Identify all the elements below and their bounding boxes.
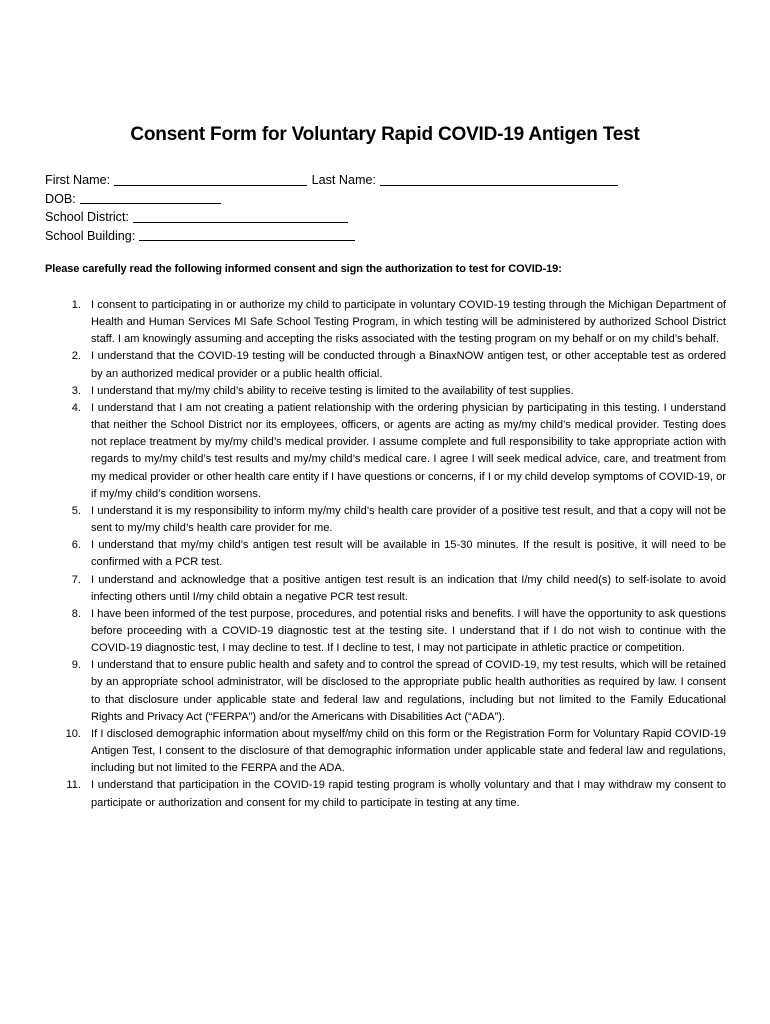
- clause-text: I understand that my/my child’s antigen test result will be available in 15-30 minutes. If the result is positive, it will need to be confirmed with a PCR test.: [91, 539, 726, 569]
- school-district-field[interactable]: [133, 209, 348, 223]
- first-name-label: First Name:: [45, 173, 111, 187]
- clause-text: I understand that participation in the COVID-19 rapid testing program is wholly voluntary and that I may withdraw my consent to participate or authorization and consent for my child to participate in testing at any time.: [91, 779, 726, 809]
- dob-field[interactable]: [80, 190, 221, 204]
- clause-text: I understand that to ensure public health and safety and to control the spread of COVID-19, my test results, which will be retained by an appropriate school administrator, will be disclosed to the appropriate public health authorities as required by law. I consent to that disclosure under applicable state and federal law and regulations, including but not limited to the Family Educational Rights and Privacy Act (“FERPA”) and/or the Americans with Disabilities Act (“ADA”).: [91, 659, 726, 723]
- clause-number: 10.: [65, 727, 81, 740]
- consent-clause: [45, 777, 726, 811]
- consent-clause: [45, 400, 726, 503]
- school-district-label: School District:: [45, 210, 129, 225]
- first-name-field[interactable]: [114, 172, 307, 186]
- clause-number: 11.: [66, 779, 81, 792]
- clause-number: 4.: [71, 401, 81, 414]
- school-building-field[interactable]: [139, 227, 355, 241]
- clause-text: I understand that my/my child’s ability to receive testing is limited to the availability of test supplies.: [91, 384, 574, 397]
- last-name-label: Last Name:: [311, 173, 376, 187]
- personal-info-fields: [45, 171, 618, 245]
- clause-number: 8.: [71, 607, 81, 620]
- consent-clause: [45, 572, 726, 606]
- clause-text: I understand and acknowledge that a positive antigen test result is an indication that I/my child need(s) to self-isolate to avoid infecting others until I/my child obtain a negative PCR test result.: [91, 573, 726, 603]
- consent-clause: [45, 503, 726, 537]
- instruction-text: Please carefully read the following informed consent and sign the authorization to test for COVID-19:: [45, 263, 562, 275]
- clause-number: 2.: [71, 350, 81, 363]
- clause-text: I have been informed of the test purpose, procedures, and potential risks and benefits. I will have the opportunity to ask questions before proceeding with a COVID-19 diagnostic test at the testing site. I understand that if I do not wish to continue with the COVID-19 diagnostic test, I may decline to test. If I decline to test, I may not participate in athletic practice or competition.: [91, 607, 726, 655]
- consent-clause: [45, 348, 726, 382]
- consent-clause: [45, 657, 726, 726]
- school-district-row: [45, 208, 618, 227]
- clause-number: 1.: [71, 299, 81, 311]
- dob-label: DOB:: [45, 191, 76, 206]
- consent-clause: [45, 726, 726, 777]
- school-building-label: School Building:: [45, 228, 136, 243]
- clause-text: I understand that the COVID-19 testing will be conducted through a BinaxNOW antigen test, or other acceptable test as ordered by an authorized medical provider or a public health official.: [91, 350, 726, 380]
- consent-clause: [45, 297, 726, 348]
- consent-clause-list: [45, 297, 726, 812]
- clause-number: 5.: [71, 504, 81, 517]
- dob-row: [45, 190, 618, 209]
- clause-number: 7.: [71, 573, 81, 586]
- clause-number: 3.: [71, 384, 81, 397]
- clause-text: I understand it is my responsibility to inform my/my child’s health care provider of a positive test result, and that a copy will not be sent to my/my child’s health care provider for me.: [91, 504, 726, 535]
- school-building-row: [45, 227, 618, 246]
- consent-clause: [45, 383, 726, 400]
- last-name-field[interactable]: [380, 172, 618, 186]
- clause-text: I consent to participating in or authorize my child to participate in voluntary COVID-19 testing through the Michigan Department of Health and Human Services MI Safe School Testing Program, in which testing will be administered by authorized School District staff. I am knowingly assuming and accepting the risks associated with the testing program on my behalf or on my child’s behalf.: [91, 299, 726, 346]
- consent-clause: [45, 537, 726, 571]
- clause-number: 9.: [71, 659, 81, 672]
- clause-text: If I disclosed demographic information about myself/my child on this form or the Registration Form for Voluntary Rapid COVID-19 Antigen Test, I consent to the disclosure of that demographic information under applicable state and federal law and regulations, including but not limited to the FERPA and the ADA.: [91, 727, 726, 775]
- page-title: Consent Form for Voluntary Rapid COVID-19 Antigen Test: [130, 124, 640, 145]
- consent-clause: [45, 606, 726, 657]
- clause-text: I understand that I am not creating a patient relationship with the ordering physician by participating in this testing. I understand that neither the School District nor its employees, officers, or agents are acting as my/my child’s medical provider. Testing does not replace treatment by my/my child’s medical provider. I assume complete and full responsibility to take appropriate action with regards to my/my child’s test results and my/my child’s medical care. I agree I will seek medical advice, care, and treatment from my medical provider or other health care entity if I have questions or concerns, if I or my child develop symptoms of COVID-19, or if my/my child’s condition worsens.: [91, 401, 726, 500]
- name-row: [45, 171, 618, 190]
- clause-number: 6.: [71, 539, 81, 552]
